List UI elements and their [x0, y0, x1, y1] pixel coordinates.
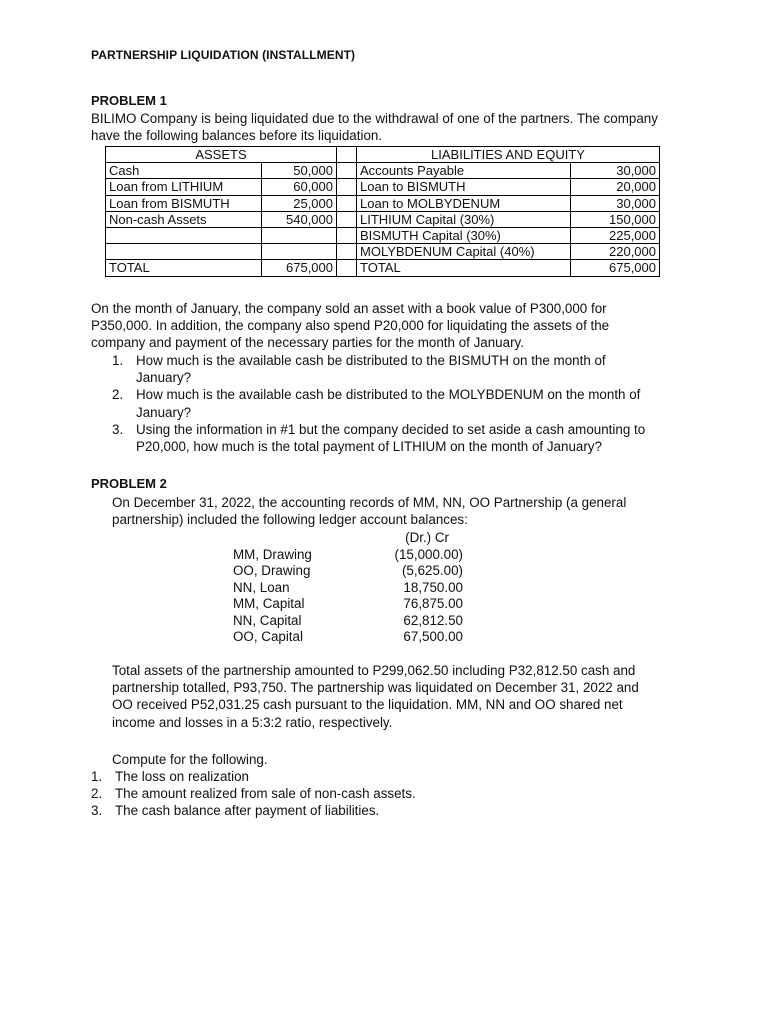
- ledger-amount: 76,875.00: [403, 596, 463, 611]
- problem2-intro: [112, 494, 626, 528]
- liability-label: LITHIUM Capital (30%): [357, 211, 571, 227]
- ledger-account: OO, Drawing: [233, 563, 311, 578]
- table-row: [106, 195, 660, 211]
- asset-label: [106, 244, 262, 260]
- ledger-row: [233, 629, 463, 646]
- problem2-intro-line2: partnership) included the following ledger account balances:: [112, 512, 468, 528]
- ledger-row: [233, 580, 463, 597]
- liability-amount: 20,000: [571, 179, 660, 195]
- asset-amount: 540,000: [262, 211, 337, 227]
- problem1-questions: [112, 352, 645, 455]
- liability-total-label: TOTAL: [357, 260, 571, 276]
- asset-amount: 25,000: [262, 195, 337, 211]
- liability-total-amount: 675,000: [571, 260, 660, 276]
- asset-amount: [262, 244, 337, 260]
- table-spacer: [337, 147, 357, 163]
- question-text: How much is the available cash be distributed to the MOLYBDENUM on the month of: [136, 387, 641, 403]
- question-text: How much is the available cash be distributed to the BISMUTH on the month of: [136, 353, 606, 368]
- table-spacer: [337, 260, 357, 276]
- table-total-row: [106, 260, 660, 276]
- question-number: 3.: [112, 421, 124, 437]
- problem1-heading: PROBLEM 1: [91, 93, 167, 108]
- liability-amount: 30,000: [571, 195, 660, 211]
- ledger-account: MM, Capital: [233, 596, 305, 611]
- asset-label: Non-cash Assets: [106, 211, 262, 227]
- asset-label: Loan from LITHIUM: [106, 179, 262, 195]
- asset-total-amount: 675,000: [262, 260, 337, 276]
- question-item: [112, 421, 645, 455]
- table-spacer: [337, 227, 357, 243]
- compute-item: [91, 802, 416, 819]
- asset-amount: [262, 227, 337, 243]
- question-text-cont: P20,000, how much is the total payment of LITHIUM on the month of January?: [136, 439, 602, 455]
- liability-label: MOLYBDENUM Capital (40%): [357, 244, 571, 260]
- compute-item: [91, 768, 416, 785]
- ledger-amount: 62,812.50: [403, 612, 463, 628]
- narrative-line: P350,000. In addition, the company also spend P20,000 for liquidating the assets of the: [91, 318, 610, 334]
- ledger-header-row: [233, 530, 463, 547]
- ledger-amount: 18,750.00: [403, 579, 463, 595]
- liability-label: Loan to BISMUTH: [357, 179, 571, 195]
- table-row: [106, 211, 660, 227]
- balance-table: [105, 146, 660, 277]
- asset-label: Loan from BISMUTH: [106, 195, 262, 211]
- ledger-amount: (15,000.00): [394, 546, 463, 562]
- ledger-row: [233, 613, 463, 630]
- compute-item: [91, 785, 416, 802]
- liability-amount: 220,000: [571, 244, 660, 260]
- ledger-account: MM, Drawing: [233, 546, 312, 562]
- liability-amount: 30,000: [571, 163, 660, 179]
- table-spacer: [337, 244, 357, 260]
- narrative-line: OO received P52,031.25 cash pursuant to the liquidation. MM, NN and OO shared net: [112, 697, 623, 713]
- table-row: [106, 244, 660, 260]
- table-row: [106, 179, 660, 195]
- problem1-intro: [91, 110, 658, 144]
- liabilities-header: LIABILITIES AND EQUITY: [357, 147, 660, 163]
- liability-label: Loan to MOLBYDENUM: [357, 195, 571, 211]
- table-row: [106, 227, 660, 243]
- question-text-cont: January?: [136, 404, 192, 420]
- liability-amount: 225,000: [571, 227, 660, 243]
- item-number: 3.: [91, 803, 103, 819]
- ledger-balances: [233, 530, 463, 646]
- liability-label: BISMUTH Capital (30%): [357, 227, 571, 243]
- ledger-account: OO, Capital: [233, 629, 303, 644]
- question-text-cont: January?: [136, 370, 192, 386]
- ledger-row: [233, 596, 463, 613]
- item-number: 1.: [91, 769, 103, 784]
- ledger-account: NN, Loan: [233, 579, 290, 595]
- table-spacer: [337, 163, 357, 179]
- liability-label: Accounts Payable: [357, 163, 571, 179]
- ledger-account: NN, Capital: [233, 612, 302, 628]
- ledger-amount: (5,625.00): [401, 563, 463, 578]
- ledger-column-header: (Dr.) Cr: [405, 530, 449, 545]
- table-spacer: [337, 179, 357, 195]
- problem2-items: [91, 768, 416, 820]
- question-number: 2.: [112, 387, 124, 403]
- narrative-line: partnership totalled, P93,750. The partnership was liquidated on December 31, 2022 and: [112, 680, 639, 696]
- question-item: [112, 352, 645, 386]
- problem1-intro-line2: have the following balances before its liquidation.: [91, 128, 383, 144]
- asset-label: [106, 227, 262, 243]
- problem2-narrative: [112, 662, 639, 731]
- problem2-heading: PROBLEM 2: [91, 476, 167, 491]
- problem2-intro-line1: On December 31, 2022, the accounting records of MM, NN, OO Partnership (a general: [112, 495, 627, 510]
- assets-header: ASSETS: [106, 147, 337, 163]
- balance-table-header-row: [106, 147, 660, 163]
- item-text: The loss on realization: [115, 769, 249, 784]
- item-text: The amount realized from sale of non-cash assets.: [115, 786, 416, 802]
- ledger-amount: 67,500.00: [403, 629, 463, 644]
- problem1-intro-line1: BILIMO Company is being liquidated due to the withdrawal of one of the partners. The company: [91, 111, 658, 126]
- item-number: 2.: [91, 786, 103, 802]
- asset-amount: 60,000: [262, 179, 337, 195]
- table-row: [106, 163, 660, 179]
- asset-amount: 50,000: [262, 163, 337, 179]
- table-spacer: [337, 211, 357, 227]
- narrative-line: company and payment of the necessary parties for the month of January.: [91, 335, 524, 351]
- liability-amount: 150,000: [571, 211, 660, 227]
- narrative-line: On the month of January, the company sold an asset with a book value of P300,000 for: [91, 301, 607, 316]
- asset-label: Cash: [106, 163, 262, 179]
- narrative-line: income and losses in a 5:3:2 ratio, respectively.: [112, 714, 393, 730]
- item-text: The cash balance after payment of liabilities.: [115, 803, 380, 819]
- document-title: PARTNERSHIP LIQUIDATION (INSTALLMENT): [91, 48, 356, 62]
- asset-total-label: TOTAL: [106, 260, 262, 276]
- question-item: [112, 386, 645, 420]
- narrative-line: Total assets of the partnership amounted to P299,062.50 including P32,812.50 cash and: [112, 663, 636, 678]
- ledger-row: [233, 547, 463, 564]
- question-number: 1.: [112, 353, 124, 368]
- question-text: Using the information in #1 but the company decided to set aside a cash amounting to: [136, 421, 646, 437]
- problem1-narrative: [91, 300, 609, 352]
- compute-label: Compute for the following.: [112, 752, 268, 767]
- ledger-row: [233, 563, 463, 580]
- table-spacer: [337, 195, 357, 211]
